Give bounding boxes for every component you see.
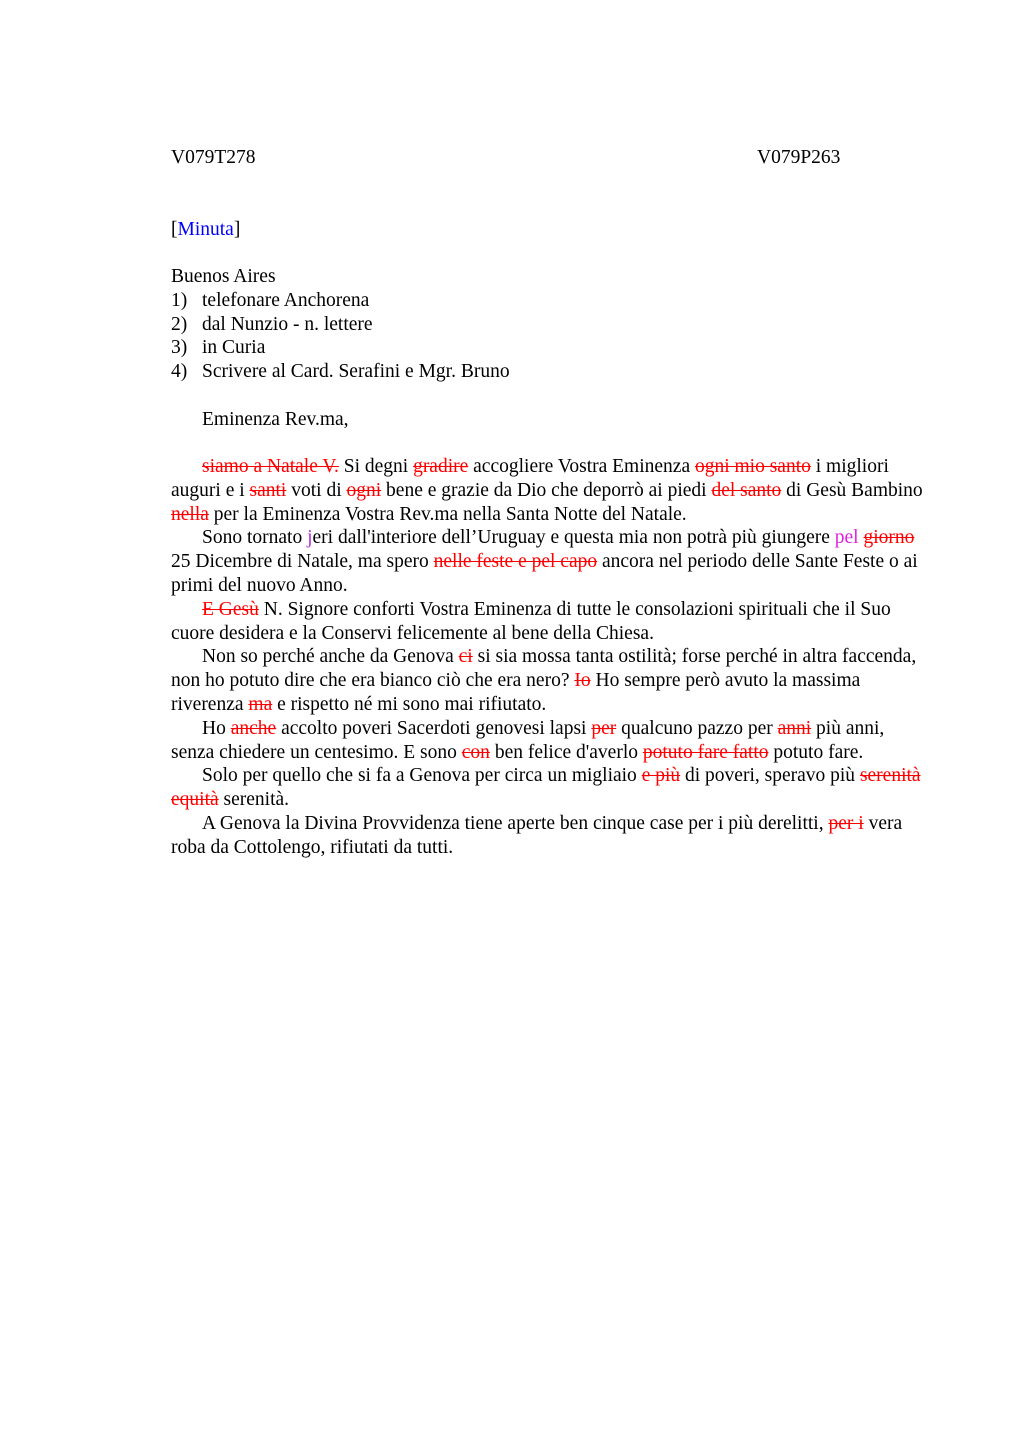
letter-text: eri dall'interiore dell’Uruguay e questa mia non potrà più giungere	[312, 527, 835, 549]
notes-item-text: dal Nunzio - n. lettere	[202, 313, 373, 335]
letter-text: Si degni	[338, 456, 414, 477]
notes-place: Buenos Aires	[171, 266, 276, 287]
deleted-text: siamo a Natale V.	[202, 456, 339, 477]
deleted-text: ogni mio santo	[694, 456, 811, 477]
deleted-text: santi	[249, 479, 287, 501]
bracket-open: [	[171, 219, 178, 240]
deleted-text: del santo	[711, 479, 782, 501]
deleted-text: potuto fare fatto	[642, 741, 769, 763]
letter-text: A Genova la Divina Provvidenza tiene aperte ben cinque case per i più derelitti,	[202, 812, 829, 834]
letter-paragraph	[171, 717, 927, 765]
minuta-text: Minuta	[177, 219, 234, 240]
deleted-text: nella	[171, 503, 209, 525]
deleted-text: E Gesù	[202, 598, 259, 620]
deleted-text: per i	[828, 812, 864, 834]
deleted-text: ma	[248, 693, 273, 715]
letter-text: Solo per quello che si fa a Genova per circa un migliaio	[202, 765, 642, 787]
notes-item-text: in Curia	[202, 337, 266, 359]
deleted-text: ogni	[346, 479, 382, 501]
letter-text: Ho sempre però avuto la massima riverenza	[171, 670, 861, 715]
letter-text: i migliori auguri e i	[171, 456, 889, 501]
document-code-right: V079P263	[757, 147, 841, 168]
letter-text: accolto poveri Sacerdoti genovesi lapsi	[276, 717, 592, 739]
letter-text: per la Eminenza Vostra Rev.ma nella Santa Notte del Natale.	[208, 503, 687, 525]
letter-text: Ho	[202, 717, 231, 739]
letter-text: bene e grazie da Dio che deporrò ai piedi	[381, 479, 712, 501]
notes-list	[171, 289, 911, 384]
letter-paragraph	[171, 526, 927, 597]
letter-paragraph	[171, 812, 927, 860]
notes-item-number: 3)	[171, 337, 188, 359]
deleted-text: anni	[777, 717, 812, 739]
letter-text: serenità.	[218, 789, 290, 811]
letter-text: di poveri, speravo più	[680, 765, 860, 787]
deleted-text: nelle feste e pel capo	[433, 551, 598, 573]
letter-text: ben felice d'averlo	[489, 741, 643, 763]
letter-text: Sono tornato	[202, 527, 308, 549]
letter-text: Non so perché anche da Genova	[202, 646, 459, 668]
notes-item	[171, 289, 911, 313]
bracket-close: ]	[233, 219, 241, 240]
deleted-text: ci	[458, 646, 473, 668]
letter-text: vera roba da Cottolengo, rifiutati da tutti.	[171, 812, 903, 858]
deleted-text: Io	[574, 670, 591, 692]
minuta-label	[171, 218, 240, 242]
letter-text: 25 Dicembre di Natale, ma spero	[171, 551, 434, 573]
letter-text: più anni, senza chiedere un centesimo. E sono	[171, 717, 885, 763]
deleted-text: e più	[641, 765, 681, 787]
letter-text: di Gesù Bambino	[781, 479, 923, 501]
letter-text: e rispetto né mi sono mai rifiutato.	[272, 693, 547, 715]
notes-item	[171, 313, 911, 337]
letter-text: qualcuno pazzo per	[616, 717, 778, 739]
notes-item-number: 1)	[171, 289, 188, 311]
deleted-text: per	[591, 717, 617, 739]
deleted-text: serenità equità	[171, 765, 921, 811]
letter-text: voti di	[286, 479, 347, 501]
letter-paragraph	[171, 455, 927, 526]
letter-text: potuto fare.	[768, 741, 864, 763]
notes-block	[171, 265, 911, 384]
letter-paragraph	[171, 645, 927, 716]
document-code-left: V079T278	[171, 147, 256, 168]
deleted-text: giorno	[863, 527, 915, 549]
notes-item-number: 2)	[171, 313, 188, 335]
notes-item-text: telefonare Anchorena	[202, 289, 370, 311]
notes-item-text: Scrivere al Card. Serafini e Mgr. Bruno	[202, 361, 510, 383]
letter-paragraph	[171, 764, 927, 812]
notes-item-number: 4)	[171, 361, 188, 383]
notes-item	[171, 360, 911, 384]
inserted-text: pel	[834, 527, 859, 549]
notes-item	[171, 336, 911, 360]
deleted-text: anche	[230, 717, 277, 739]
deleted-text: gradire	[413, 456, 469, 477]
letter-text: accogliere Vostra Eminenza	[468, 456, 695, 477]
letter-body	[171, 455, 927, 860]
letter-salutation: Eminenza Rev.ma,	[202, 409, 349, 430]
deleted-text: con	[461, 741, 490, 763]
letter-text: N. Signore conforti Vostra Eminenza di tutte le consolazioni spirituali che il Suo cuore desidera e la Conservi felicemente al bene della Chiesa.	[171, 598, 891, 644]
letter-text: ancora nel periodo delle Sante Feste o ai primi del nuovo Anno.	[171, 551, 918, 596]
inserted-text: j	[307, 527, 313, 549]
letter-paragraph	[171, 598, 927, 646]
letter-text: si sia mossa tanta ostilità; forse perché in altra faccenda, non ho potuto dire che era bianco ciò che era nero?	[171, 646, 917, 692]
